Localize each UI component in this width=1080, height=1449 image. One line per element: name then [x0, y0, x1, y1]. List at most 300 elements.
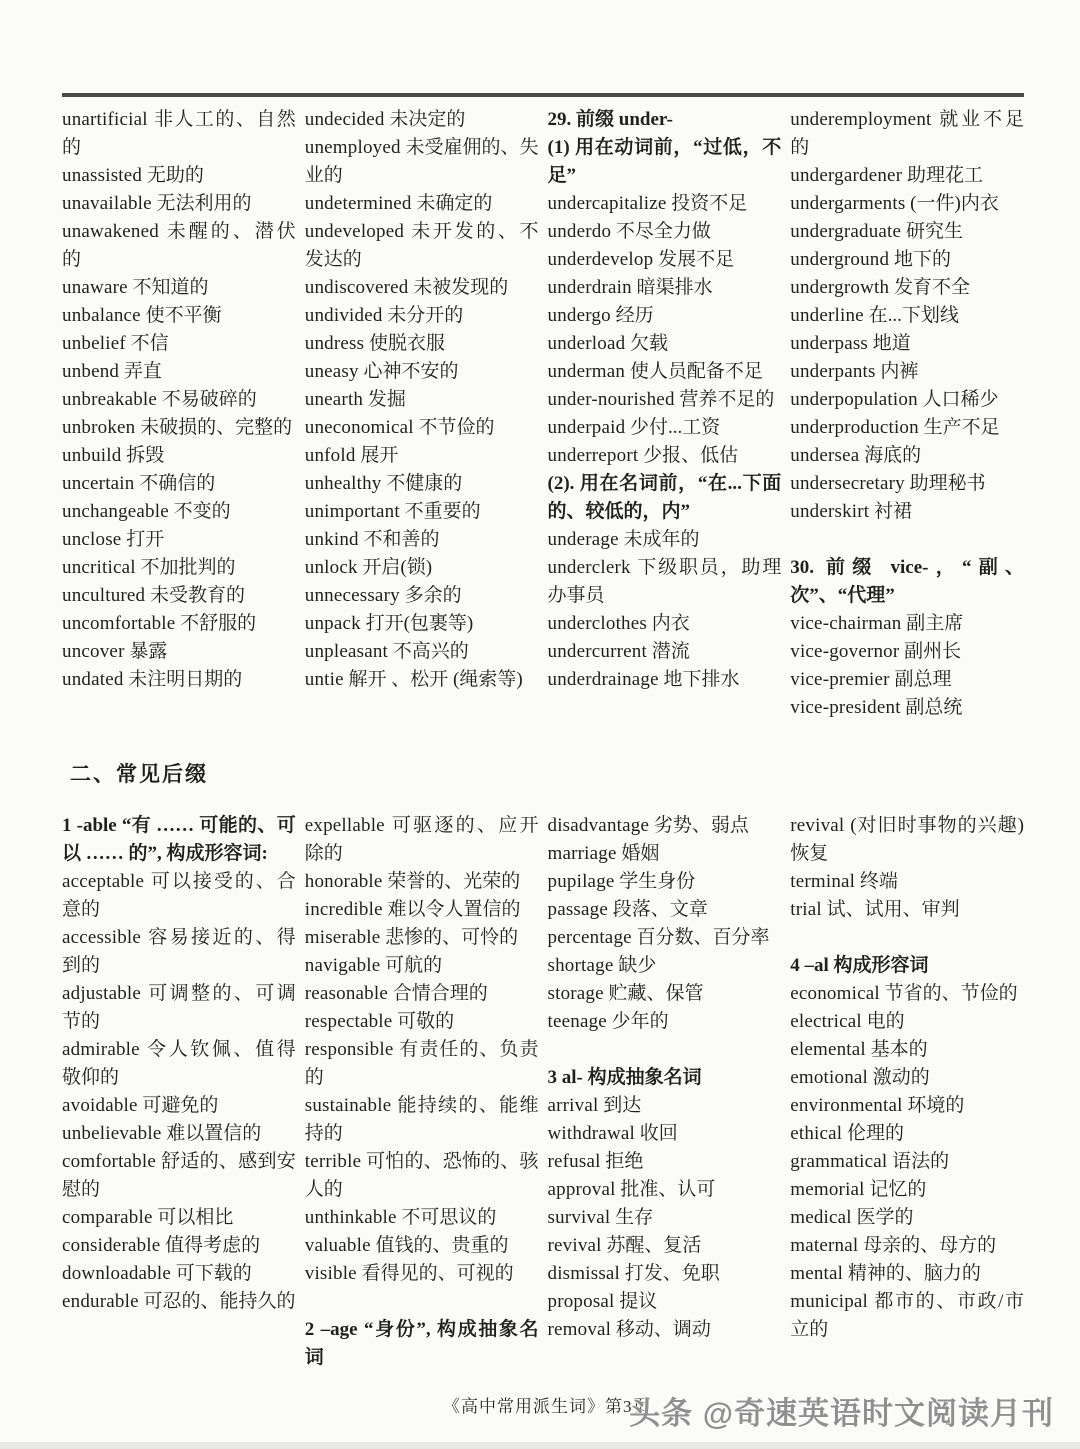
dict-entry: [548, 358, 782, 386]
entry-definition: 可以接受的、合意的: [62, 871, 296, 920]
dict-entry: [548, 274, 782, 302]
entry-definition: 未开发的、不发达的: [304, 221, 539, 270]
entry-definition: 激动的: [872, 1067, 930, 1088]
dict-entry: [790, 1008, 1024, 1036]
entry-definition: 少年的: [611, 1011, 669, 1032]
dict-entry: [62, 1092, 296, 1120]
entry-word: undersea: [790, 445, 860, 466]
entry-definition: 无法利用的: [156, 193, 252, 214]
entry-word: undiscovered: [304, 277, 409, 298]
entry-definition: 未被发现的: [413, 277, 509, 298]
entry-word: uncomfortable: [62, 613, 176, 634]
entry-definition: 能持续的、能维持的: [304, 1095, 539, 1144]
entry-word: undeveloped: [304, 221, 405, 242]
dict-entry: [305, 924, 539, 952]
column-1: [62, 812, 296, 1372]
dict-entry: [305, 302, 539, 330]
entry-definition: 弄直: [123, 361, 162, 382]
entry-word: unartificial: [62, 109, 148, 130]
entry-word: underdevelop: [547, 249, 654, 270]
entry-definition: 海底的: [864, 445, 922, 466]
dict-entry: [62, 470, 296, 498]
entry-word: terminal: [790, 871, 856, 892]
entry-word: storage: [547, 983, 604, 1004]
entry-word: vice-president: [790, 697, 901, 718]
entry-definition: 语法的: [892, 1151, 950, 1172]
entry-word: economical: [790, 983, 880, 1004]
entry-word: medical: [790, 1207, 852, 1228]
entry-definition: 婚姻: [621, 843, 660, 864]
entry-word: underpass: [790, 333, 869, 354]
dict-entry: [62, 302, 296, 330]
entry-word: uncertain: [62, 473, 135, 494]
dict-entry: [790, 694, 1024, 722]
dict-entry: [305, 812, 539, 868]
entry-heading: 1 -able “有 …… 可能的、可 以 …… 的”, 构成形容词:: [62, 815, 296, 864]
entry-definition: 母亲的、母方的: [863, 1235, 997, 1256]
dict-entry: [305, 952, 539, 980]
entry-word: undergo: [547, 305, 611, 326]
entry-word: grammatical: [790, 1151, 888, 1172]
entry-word: unaware: [62, 277, 128, 298]
entry-definition: 容易接近的、得到的: [62, 927, 296, 976]
entry-word: undergardener: [790, 165, 903, 186]
entry-word: sustainable: [304, 1095, 392, 1116]
column-3: [548, 812, 782, 1372]
entry-word: unthinkable: [304, 1207, 397, 1228]
entry-definition: 未决定的: [389, 109, 466, 130]
entry-definition: 展开: [360, 445, 399, 466]
entry-word: vice-governor: [790, 641, 900, 662]
entry-definition: 未破损的、完整的: [140, 417, 293, 438]
dict-entry: [548, 1120, 782, 1148]
dict-entry: [548, 1204, 782, 1232]
dict-entry: [790, 1036, 1024, 1064]
entry-word: survival: [547, 1207, 611, 1228]
dict-entry: [790, 666, 1024, 694]
entry-word: considerable: [62, 1235, 161, 1256]
entry-word: trial: [790, 899, 822, 920]
dict-entry: [548, 1008, 782, 1036]
dict-entry: [790, 638, 1024, 666]
dict-entry: [548, 924, 782, 952]
entry-word: pupilage: [547, 871, 615, 892]
dict-entry: [62, 386, 296, 414]
entry-definition: 难以置信的: [166, 1123, 262, 1144]
entry-definition: 百分数、百分率: [636, 927, 770, 948]
entry-word: underpopulation: [790, 389, 918, 410]
entry-word: comparable: [62, 1207, 153, 1228]
dict-entry: [790, 1120, 1024, 1148]
entry-word: underproduction: [790, 417, 919, 438]
entry-definition: 非人工的、自然的: [62, 109, 296, 158]
entry-word: withdrawal: [547, 1123, 635, 1144]
dict-entry: [790, 1232, 1024, 1260]
entry-word: unemployed: [304, 137, 401, 158]
dict-entry: [305, 134, 539, 190]
dict-entry: [62, 442, 296, 470]
entry-word: underman: [547, 361, 626, 382]
entry-definition: 移动、调动: [615, 1319, 711, 1340]
prefix-section-grid: [62, 106, 1024, 722]
entry-word: uncritical: [62, 557, 136, 578]
entry-word: revival: [790, 815, 845, 836]
entry-word: valuable: [304, 1235, 371, 1256]
entry-word: marriage: [547, 843, 617, 864]
entry-heading: 2 –age “身份”, 构成抽象名词: [304, 1319, 539, 1368]
dict-entry: [305, 1036, 539, 1092]
entry-word: unbalance: [62, 305, 141, 326]
entry-heading: (2). 用在名词前，“在...下面的、较低的，内”: [547, 473, 782, 522]
entry-definition: 发育不全: [893, 277, 970, 298]
dict-entry: [62, 358, 296, 386]
entry-definition: 内裤: [880, 361, 919, 382]
entry-word: ethical: [790, 1123, 843, 1144]
entry-definition: 提议: [619, 1291, 658, 1312]
entry-word: undivided: [304, 305, 383, 326]
dict-entry: [305, 274, 539, 302]
entry-definition: 批准、认可: [620, 1179, 716, 1200]
spacer: [305, 1288, 539, 1316]
entry-definition: 终端: [859, 871, 898, 892]
entry-definition: 未受雇佣的、失业的: [304, 137, 539, 186]
entry-word: emotional: [790, 1067, 869, 1088]
entry-definition: 合情合理的: [392, 983, 488, 1004]
dict-entry: [548, 554, 782, 610]
dict-entry: [790, 1260, 1024, 1288]
dict-entry: [790, 610, 1024, 638]
entry-word: unawakened: [62, 221, 159, 242]
entry-word: teenage: [547, 1011, 607, 1032]
entry-definition: 不知道的: [132, 277, 209, 298]
entry-definition: 医学的: [856, 1207, 914, 1228]
entry-word: vice-premier: [790, 669, 890, 690]
entry-word: unbuild: [62, 445, 122, 466]
entry-heading: 30. 前缀 vice-，“副、次”、“代理”: [790, 557, 1024, 606]
dict-entry: [790, 868, 1024, 896]
entry-word: passage: [547, 899, 608, 920]
entry-definition: 人口稀少: [922, 389, 999, 410]
entry-definition: 伦理的: [847, 1123, 905, 1144]
dict-entry: [548, 526, 782, 554]
dict-entry: [305, 470, 539, 498]
entry-word: underdo: [547, 221, 612, 242]
entry-word: unfold: [304, 445, 356, 466]
entry-definition: 可调整的、可调节的: [62, 983, 296, 1032]
entry-word: undetermined: [304, 193, 412, 214]
entry-word: unhealthy: [304, 473, 382, 494]
entry-definition: 生产不足: [923, 417, 1000, 438]
entry-definition: 打发、免职: [624, 1263, 720, 1284]
entry-word: elemental: [790, 1039, 866, 1060]
dict-entry: [305, 1092, 539, 1148]
dict-entry: [62, 666, 296, 694]
dict-entry: [548, 1176, 782, 1204]
entry-definition: 段落、文章: [612, 899, 708, 920]
entry-word: underreport: [547, 445, 639, 466]
entry-definition: 下级职员，助理办事员: [547, 557, 782, 606]
entry-definition: 欠载: [630, 333, 669, 354]
dict-entry: [62, 980, 296, 1036]
entry-word: uneasy: [304, 361, 359, 382]
dict-entry: [305, 1148, 539, 1204]
entry-word: vice-chairman: [790, 613, 902, 634]
entry-definition: 不信: [130, 333, 169, 354]
dict-entry: [790, 358, 1024, 386]
entry-definition: 电的: [866, 1011, 905, 1032]
entry-definition: 可以相比: [157, 1207, 234, 1228]
entry-word: endurable: [62, 1291, 139, 1312]
entry-definition: 暴露: [129, 641, 168, 662]
entry-word: unclose: [62, 529, 122, 550]
entry-word: uneconomical: [304, 417, 414, 438]
entry-definition: 试、试用、审判: [826, 899, 960, 920]
dict-entry: [790, 330, 1024, 358]
entry-word: percentage: [547, 927, 632, 948]
entry-definition: 研究生: [905, 221, 963, 242]
entry-word: untie: [304, 669, 344, 690]
entry-definition: 心神不安的: [363, 361, 459, 382]
entry-definition: 副主席: [906, 613, 964, 634]
entry-definition: 悲惨的、可怜的: [385, 927, 519, 948]
dict-entry: [62, 1148, 296, 1204]
entry-definition: 不和善的: [363, 529, 440, 550]
entry-word: expellable: [304, 815, 385, 836]
spacer: [790, 526, 1024, 554]
entry-word: unbelievable: [62, 1123, 162, 1144]
dict-entry: [790, 812, 1024, 868]
dict-entry: [305, 106, 539, 134]
entry-definition: 未成年的: [623, 529, 700, 550]
entry-definition: 收回: [639, 1123, 678, 1144]
dict-entry: [305, 666, 539, 694]
entry-definition: 暗渠排水: [636, 277, 713, 298]
entry-word: reasonable: [304, 983, 388, 1004]
entry-definition: 不可思议的: [401, 1207, 497, 1228]
entry-definition: 地下的: [893, 249, 951, 270]
dict-entry: [305, 386, 539, 414]
entry-word: under-nourished: [547, 389, 675, 410]
entry-word: undergrowth: [790, 277, 890, 298]
entry-definition: 可忍的、能持久的: [143, 1291, 296, 1312]
entry-definition: (一件)内衣: [910, 193, 999, 214]
entry-definition: 不易破碎的: [161, 389, 257, 410]
entry-definition: 拆毁: [126, 445, 165, 466]
entry-definition: 学生身份: [619, 871, 696, 892]
entry-definition: 少付...工资: [630, 417, 721, 438]
entry-definition: 不变的: [173, 501, 231, 522]
entry-definition: 不重要的: [404, 501, 481, 522]
dict-entry: [62, 1260, 296, 1288]
entry-definition: 不高兴的: [392, 641, 469, 662]
entry-definition: 可下载的: [175, 1263, 252, 1284]
entry-word: environmental: [790, 1095, 903, 1116]
dict-entry: [62, 582, 296, 610]
dict-entry: [548, 896, 782, 924]
dict-entry: [790, 498, 1024, 526]
entry-word: underpaid: [547, 417, 626, 438]
entry-word: unchangeable: [62, 501, 169, 522]
entry-definition: 营养不足的: [679, 389, 775, 410]
entry-definition: 副州长: [904, 641, 962, 662]
dict-entry: [548, 952, 782, 980]
dict-entry: [790, 106, 1024, 162]
suffix-section-heading: 二、常见后缀: [70, 762, 208, 786]
dict-entry: [305, 1204, 539, 1232]
entry-word: underground: [790, 249, 890, 270]
entry-definition: 就业不足的: [790, 109, 1024, 158]
entry-definition: 开启(锁): [362, 557, 433, 578]
entry-definition: 未确定的: [416, 193, 493, 214]
suffix-section-grid: [62, 812, 1024, 1372]
dict-entry: [548, 666, 782, 694]
dict-entry: [548, 610, 782, 638]
entry-word: refusal: [547, 1151, 601, 1172]
entry-word: undergraduate: [790, 221, 902, 242]
dict-entry: [305, 1232, 539, 1260]
dict-entry: [62, 924, 296, 980]
entry-word: unkind: [304, 529, 359, 550]
spacer: [548, 1036, 782, 1064]
dict-entry: [305, 1260, 539, 1288]
entry-definition: 副总理: [894, 669, 952, 690]
entry-word: unnecessary: [304, 585, 400, 606]
entry-word: unbelief: [62, 333, 126, 354]
entry-definition: 地下排水: [663, 669, 740, 690]
dict-entry: [790, 1064, 1024, 1092]
entry-definition: 舒适的、感到安慰的: [62, 1151, 296, 1200]
page-footer-label: 《高中常用派生词》第3页: [443, 1397, 651, 1416]
entry-word: miserable: [304, 927, 381, 948]
column-1: [62, 106, 296, 722]
dict-entry: [62, 526, 296, 554]
dict-entry: [548, 980, 782, 1008]
dict-entry: [305, 610, 539, 638]
entry-definition: 可敬的: [397, 1011, 455, 1032]
entry-definition: 经历: [615, 305, 654, 326]
entry-definition: 难以令人置信的: [387, 899, 521, 920]
entry-word: comfortable: [62, 1151, 156, 1172]
entry-definition: 潜流: [651, 641, 690, 662]
dict-entry: [305, 442, 539, 470]
entry-definition: 无助的: [146, 165, 204, 186]
entry-definition: 令人钦佩、值得敬仰的: [62, 1039, 296, 1088]
dict-entry: [62, 330, 296, 358]
entry-definition: 到达: [603, 1095, 642, 1116]
entry-definition: 节省的、节俭的: [884, 983, 1018, 1004]
entry-definition: 记忆的: [869, 1179, 927, 1200]
entry-word: municipal: [790, 1291, 869, 1312]
entry-word: honorable: [304, 871, 383, 892]
entry-definition: 少报、低估: [643, 445, 739, 466]
entry-word: adjustable: [62, 983, 142, 1004]
spacer: [790, 924, 1024, 952]
entry-word: navigable: [304, 955, 381, 976]
dict-entry: [790, 1092, 1024, 1120]
entry-definition: 投资不足: [671, 193, 748, 214]
entry-definition: 发掘: [367, 389, 406, 410]
entry-word: maternal: [790, 1235, 859, 1256]
entry-word: accessible: [62, 927, 142, 948]
entry-word: avoidable: [62, 1095, 138, 1116]
entry-definition: 缺少: [618, 955, 657, 976]
entry-definition: 解开 、松开 (绳索等): [348, 669, 523, 690]
entry-word: underclerk: [547, 557, 631, 578]
entry-definition: 生存: [615, 1207, 654, 1228]
dict-entry: [305, 526, 539, 554]
dict-entry: [790, 896, 1024, 924]
entry-word: removal: [547, 1319, 612, 1340]
dict-entry: [790, 980, 1024, 1008]
entry-word: uncover: [62, 641, 125, 662]
entry-definition: 内衣: [651, 613, 690, 634]
dict-entry: [548, 1148, 782, 1176]
entry-definition: 不尽全力做: [615, 221, 711, 242]
dict-entry: [548, 386, 782, 414]
entry-definition: 助理秘书: [909, 473, 986, 494]
entry-definition: 未受教育的: [150, 585, 246, 606]
dict-entry: [62, 1204, 296, 1232]
entry-definition: 使人员配备不足: [629, 361, 763, 382]
page-bottom-edge: [0, 1442, 1080, 1449]
entry-definition: 有责任的、负责的: [304, 1039, 539, 1088]
entry-definition: 苏醒、复活: [606, 1235, 702, 1256]
dict-entry: [305, 498, 539, 526]
dict-entry: [548, 442, 782, 470]
entry-definition: 劣势、弱点: [653, 815, 749, 836]
dict-entry: [548, 218, 782, 246]
entry-definition: 精神的、脑力的: [847, 1263, 981, 1284]
entry-word: terrible: [304, 1151, 362, 1172]
entry-definition: 多余的: [404, 585, 462, 606]
dict-entry: [790, 1148, 1024, 1176]
entry-definition: 值得考虑的: [165, 1235, 261, 1256]
column-2: [305, 106, 539, 722]
entry-word: responsible: [304, 1039, 394, 1060]
entry-word: unlock: [304, 557, 358, 578]
entry-word: underdrainage: [547, 669, 659, 690]
entry-word: approval: [547, 1179, 616, 1200]
entry-word: undercurrent: [547, 641, 647, 662]
dict-entry: [62, 274, 296, 302]
entry-word: arrival: [547, 1095, 599, 1116]
entry-definition: 地道: [872, 333, 911, 354]
toutiao-watermark: 头条 @奇速英语时文阅读月刊: [629, 1396, 1054, 1431]
entry-word: unbreakable: [62, 389, 158, 410]
dict-entry: [62, 1288, 296, 1316]
entry-definition: 未注明日期的: [128, 669, 243, 690]
dict-entry: [548, 1092, 782, 1120]
entry-word: uncultured: [62, 585, 146, 606]
entry-word: underdrain: [547, 277, 632, 298]
entry-word: visible: [304, 1263, 357, 1284]
entry-word: underage: [547, 529, 619, 550]
dict-entry: [62, 106, 296, 162]
dict-entry: [62, 190, 296, 218]
entry-word: incredible: [304, 899, 383, 920]
dict-entry: [62, 868, 296, 924]
entry-word: unassisted: [62, 165, 143, 186]
dict-entry: [790, 386, 1024, 414]
entry-definition: 都市的、市政/市立的: [790, 1291, 1025, 1340]
column-4: [790, 106, 1024, 722]
dict-entry: [790, 302, 1024, 330]
entry-definition: 不加批判的: [140, 557, 236, 578]
dict-entry: [62, 414, 296, 442]
entry-word: unbend: [62, 361, 120, 382]
entry-definition: 助理花工: [906, 165, 983, 186]
double-rule: [62, 93, 1024, 97]
